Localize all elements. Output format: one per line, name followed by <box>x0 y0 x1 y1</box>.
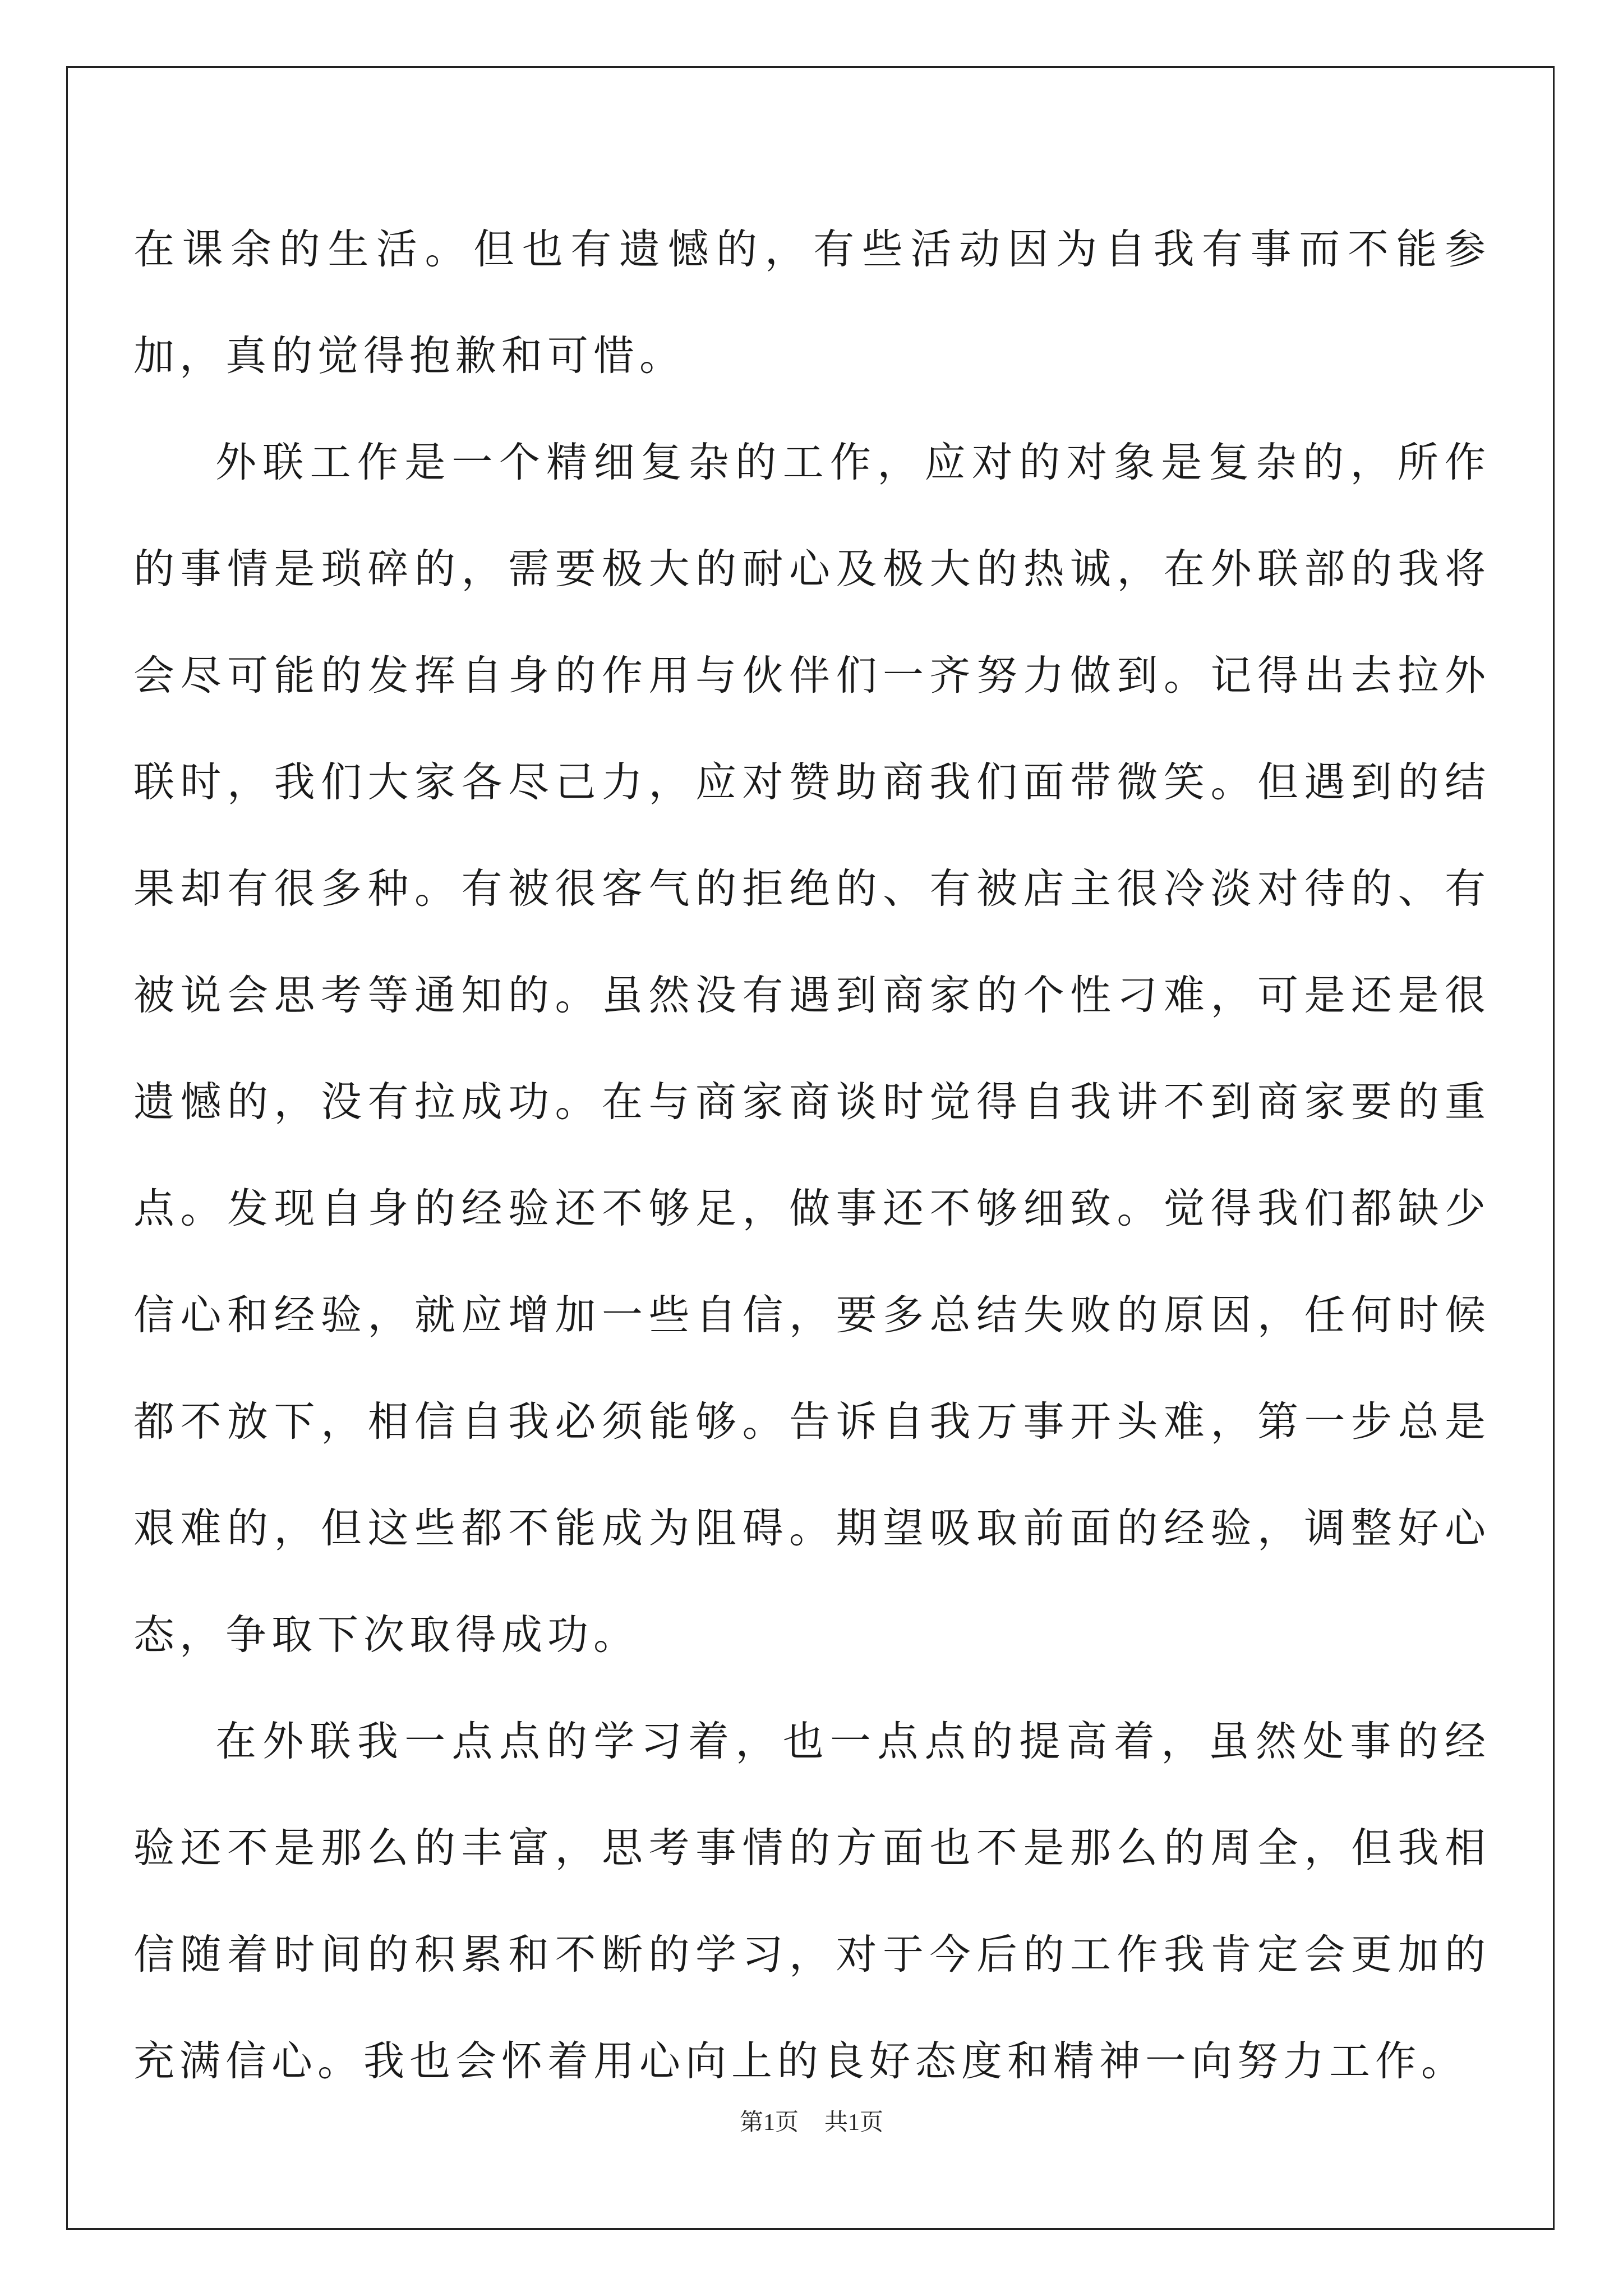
page-total: 共1页 <box>824 2110 884 2136</box>
paragraph-2: 外联工作是一个精细复杂的工作，应对的对象是复杂的，所作的事情是琐碎的，需要极大的耐心及极大的热诚，在外联部的我将会尽可能的发挥自身的作用与伙伴们一齐努力做到。记得出去拉外联时，我们大家各尽己力，应对赞助商我们面带微笑。但遇到的结果却有很多种。有被很客气的拒绝的、有被店主很冷淡对待的、有被说会思考等通知的。虽然没有遇到商家的个性刁难，可是还是很遗憾的，没有拉成功。在与商家商谈时觉得自我讲不到商家要的重点。发现自身的经验还不够足，做事还不够细致。觉得我们都缺少信心和经验，就应增加一些自信，要多总结失败的原因，任何时候都不放下，相信自我必须能够。告诉自我万事开头难，第一步总是艰难的，但这些都不能成为阻碍。期望吸取前面的经验，调整好心态，争取下次取得成功。 <box>133 439 1491 1659</box>
page-number: 第1页 <box>739 2110 799 2136</box>
page-footer <box>0 2104 1623 2137</box>
paragraph-3: 在外联我一点点的学习着，也一点点的提高着，虽然处事的经验还不是那么的丰富，思考事情的方面也不是那么的周全，但我相信随着时间的积累和不断的学习，对于今后的工作我肯定会更加的充满信心。我也会怀着用心向上的良好态度和精神一向努力工作。 <box>133 1718 1491 2085</box>
document-body <box>133 196 1491 2115</box>
paragraph-1: 在课余的生活。但也有遗憾的，有些活动因为自我有事而不能参加，真的觉得抱歉和可惜。 <box>133 226 1491 380</box>
